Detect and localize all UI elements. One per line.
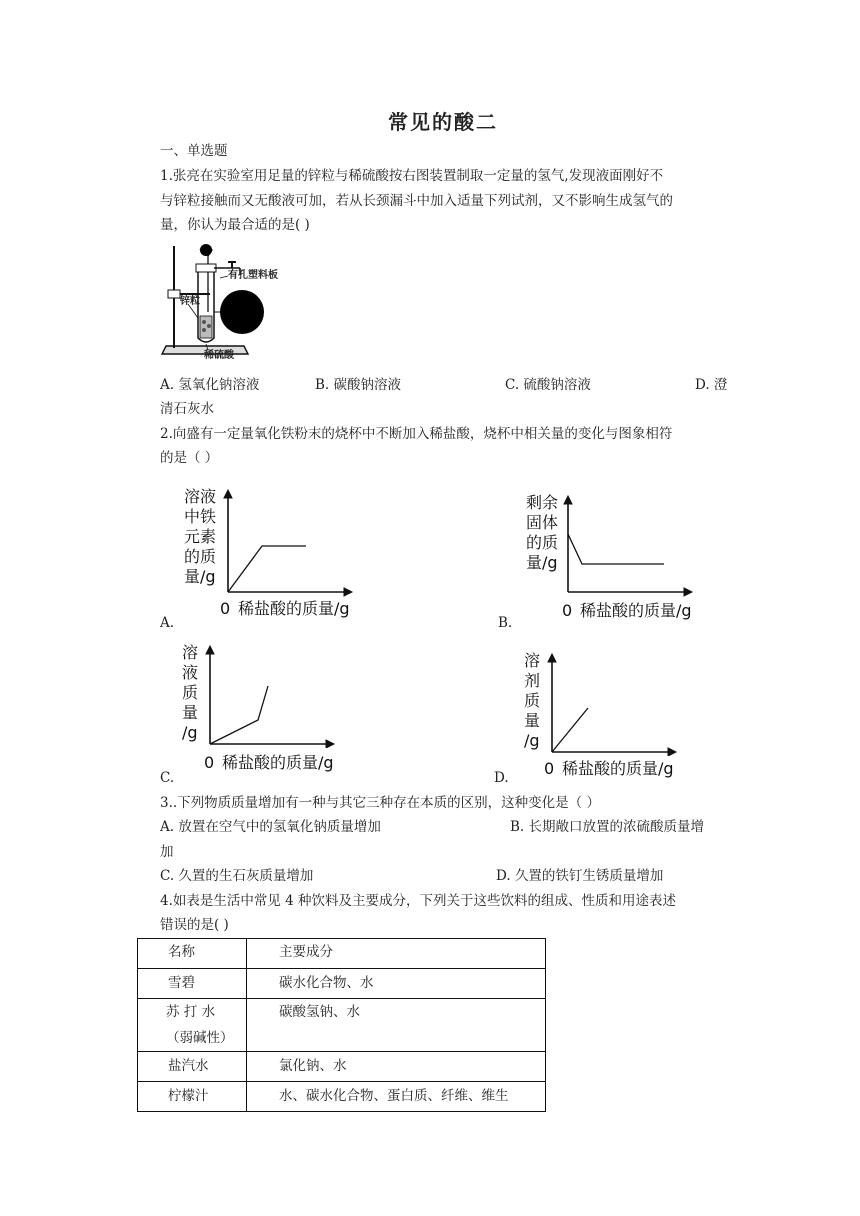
section-heading: 一、单选题 (160, 143, 228, 159)
q3-option-d[interactable]: D. 久置的铁钉生锈质量增加 (496, 868, 664, 884)
table-cell: 氯化钠、水 (247, 1052, 546, 1082)
graph-d-xlabel: 稀盐酸的质量/g (562, 759, 674, 778)
table-cell: 碳酸氢钠、水 (247, 999, 546, 1052)
graph-d-ylabel-5: /g (524, 731, 540, 750)
graph-c-ylabel-3: 质 (182, 683, 199, 702)
table-cell: 雪碧 (138, 969, 247, 999)
q1-line-3: 量，你认为最合适的是( ) (160, 217, 310, 233)
table-row (138, 969, 546, 999)
graph-d-line (552, 708, 588, 752)
q1-option-a[interactable]: A. 氢氧化钠溶液 (160, 377, 260, 393)
graph-c-x-arrow (326, 740, 334, 748)
label-acid: 稀硫酸 (204, 350, 234, 361)
table-row (138, 999, 546, 1052)
graph-d-ylabel-4: 量 (524, 711, 541, 730)
q1-option-d[interactable]: D. 澄 (695, 377, 728, 393)
graph-d-origin: 0 (544, 759, 555, 778)
table-row (138, 1052, 546, 1082)
q1-line-1: 1.张亮在实验室用足量的锌粒与稀硫酸按右图装置制取一定量的氢气,发现液面刚好不 (160, 168, 664, 184)
graph-a (160, 484, 360, 634)
graph-c-ylabel-4: 量 (182, 703, 199, 722)
table-cell: 柠檬汁 (138, 1082, 247, 1112)
table-row (138, 1082, 546, 1112)
graph-b-line (568, 534, 664, 564)
graph-d-y-arrow (548, 654, 556, 662)
graph-c-origin: 0 (204, 753, 215, 772)
graph-d-ylabel-2: 剂 (524, 671, 541, 690)
graph-d-ylabel-3: 质 (524, 691, 541, 710)
q4-line-1: 4.如表是生活中常见 4 种饮料及主要成分，下列关于这些饮料的组成、性质和用途表述 (160, 893, 677, 909)
q2-option-d[interactable]: D. (494, 770, 509, 786)
q2-option-b[interactable]: B. (498, 615, 513, 631)
graph-b-x-arrow (684, 588, 692, 596)
graph-c-xlabel: 稀盐酸的质量/g (222, 753, 334, 772)
graph-b-xlabel: 稀盐酸的质量/g (580, 601, 692, 620)
graph-a-x-arrow (344, 588, 352, 596)
graph-b-ylabel-3: 的质 (526, 533, 559, 552)
q3-option-a[interactable]: A. 放置在空气中的氢氧化钠质量增加 (160, 819, 381, 835)
table-cell: 水、碳水化合物、蛋白质、纤维、维生 (247, 1082, 546, 1112)
apparatus-drawing (158, 242, 288, 362)
table-cell: 盐汽水 (138, 1052, 247, 1082)
graph-c-ylabel-1: 溶 (182, 643, 199, 662)
graph-a-ylabel-3: 元素 (184, 527, 217, 546)
q2-option-c[interactable]: C. (160, 770, 175, 786)
q1-apparatus-figure (158, 242, 288, 362)
graph-b-ylabel-1: 剩余 (526, 493, 559, 512)
q3-stem: 3..下列物质质量增加有一种与其它三种存在本质的区别，这种变化是（ ） (160, 795, 600, 811)
table-cell: 碳水化合物、水 (247, 969, 546, 999)
q1-line-2: 与锌粒接触而又无酸液可加，若从长颈漏斗中加入适量下列试剂，又不影响生成氢气的 (160, 193, 673, 209)
graph-d-x-arrow (668, 748, 676, 756)
graph-b (520, 490, 720, 630)
graph-c-plot (202, 644, 342, 748)
table-cell: 苏 打 水 （弱碱性） (138, 999, 247, 1052)
q3-option-c[interactable]: C. 久置的生石灰质量增加 (160, 868, 314, 884)
graph-a-ylabel-2: 中铁 (184, 507, 217, 526)
graph-a-ylabel-5: 量/g (184, 567, 216, 586)
q3-option-b[interactable]: B. 长期敞口放置的浓硫酸质量增 (510, 819, 705, 835)
graph-a-y-arrow (224, 490, 232, 498)
graph-b-ylabel-2: 固体 (526, 513, 559, 532)
graph-b-y-arrow (564, 496, 572, 504)
table-header-row (138, 939, 546, 969)
q1-option-b[interactable]: B. 碳酸钠溶液 (315, 377, 402, 393)
q2-option-a[interactable]: A. (160, 615, 175, 631)
graph-c-line (210, 686, 268, 744)
page-title: 常见的酸二 (388, 110, 498, 134)
label-plate: 有孔塑料板 (228, 270, 278, 281)
graph-b-plot (560, 494, 700, 598)
graph-b-origin: 0 (562, 601, 573, 620)
graph-d (520, 648, 710, 783)
graph-d-plot (544, 652, 684, 756)
graph-c (170, 640, 360, 775)
label-zinc: 锌粒 (180, 296, 200, 307)
table-header-name: 名称 (138, 939, 247, 969)
q2-line-2: 的是（ ） (160, 450, 219, 466)
table-header-components: 主要成分 (247, 939, 546, 969)
graph-c-y-arrow (206, 646, 214, 654)
graph-a-origin: 0 (220, 599, 231, 618)
graph-c-ylabel-5: /g (182, 723, 198, 742)
q1-option-c[interactable]: C. 硫酸钠溶液 (505, 377, 591, 393)
graph-b-ylabel-4: 量/g (526, 553, 558, 572)
q4-line-2: 错误的是( ) (160, 917, 229, 933)
q1-option-d-wrap: 清石灰水 (160, 401, 214, 417)
beverage-table (137, 938, 546, 1112)
graph-a-ylabel-1: 溶液 (184, 487, 217, 506)
graph-a-plot (220, 488, 360, 598)
graph-c-ylabel-2: 液 (182, 663, 199, 682)
graph-a-xlabel: 稀盐酸的质量/g (238, 599, 350, 618)
graph-a-ylabel-4: 的质 (184, 547, 217, 566)
q2-line-1: 2.向盛有一定量氧化铁粉末的烧杯中不断加入稀盐酸，烧杯中相关量的变化与图象相符 (160, 426, 673, 442)
graph-d-ylabel-1: 溶 (524, 651, 541, 670)
q3-option-b-wrap: 加 (160, 844, 174, 860)
graph-a-line (228, 546, 306, 592)
